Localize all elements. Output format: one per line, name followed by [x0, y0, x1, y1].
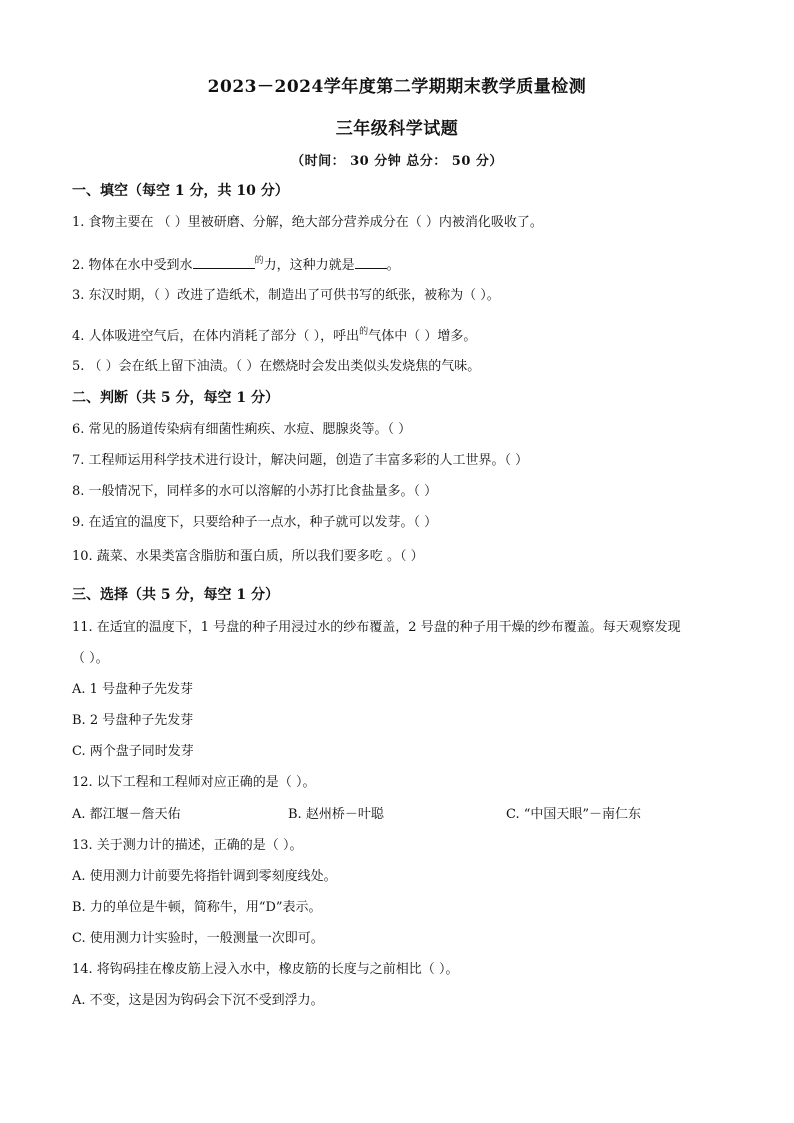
- question-2: [72, 252, 400, 275]
- question-1: 1. 食物主要在 （ ）里被研磨、分解，绝大部分营养成分在（ ）内被消化吸收了。: [72, 215, 543, 230]
- question-11-option-b: B. 2 号盘种子先发芽: [72, 713, 194, 728]
- question-12-option-a: A. 都江堰－詹天佑: [72, 807, 181, 822]
- exam-info: （时间： 30 分钟 总分： 50 分）: [291, 154, 503, 169]
- question-14-option-a: A. 不变，这是因为钩码会下沉不受到浮力。: [72, 993, 324, 1008]
- question-2-part-b: 力，这种力就是: [263, 258, 355, 273]
- question-2-part-c: 。: [386, 258, 400, 273]
- question-12: 12. 以下工程和工程师对应正确的是（ ）。: [72, 775, 316, 790]
- question-4-part-a: 4. 人体吸进空气后，在体内消耗了部分（ ），呼出: [72, 329, 360, 344]
- section-2-heading: 二、判断（共 5 分，每空 1 分）: [72, 390, 279, 406]
- question-11: 11. 在适宜的温度下，1 号盘的种子用浸过水的纱布覆盖，2 号盘的种子用干燥的纱布覆盖。每天观察发现: [72, 620, 681, 635]
- question-6: 6. 常见的肠道传染病有细菌性痢疾、水痘、腮腺炎等。（ ）: [72, 422, 412, 437]
- answer-blank: [355, 256, 387, 269]
- answer-blank: [193, 256, 255, 269]
- question-3: 3. 东汉时期，（ ）改进了造纸术，制造出了可供书写的纸张，被称为（ ）。: [72, 288, 500, 303]
- section-3-heading: 三、选择（共 5 分，每空 1 分）: [72, 587, 279, 603]
- question-4-part-b: 气体中（ ）增多。: [368, 329, 477, 344]
- question-10: 10. 蔬菜、水果类富含脂肪和蛋白质，所以我们要多吃 。（ ）: [72, 549, 424, 564]
- question-8: 8. 一般情况下，同样多的水可以溶解的小苏打比食盐量多。（ ）: [72, 484, 438, 499]
- question-12-option-b: B. 赵州桥－叶聪: [288, 807, 384, 822]
- question-13-option-c: C. 使用测力计实验时，一般测量一次即可。: [72, 931, 324, 946]
- question-2-sup: 的: [254, 256, 264, 266]
- question-14: 14. 将钩码挂在橡皮筋上浸入水中，橡皮筋的长度与之前相比（ ）。: [72, 962, 459, 977]
- question-4-sup: 的: [359, 327, 369, 337]
- question-4: [72, 323, 476, 346]
- question-2-part-a: 2. 物体在水中受到水: [72, 258, 193, 273]
- question-11-option-a: A. 1 号盘种子先发芽: [72, 682, 194, 697]
- question-13: 13. 关于测力计的描述，正确的是（ ）。: [72, 838, 303, 853]
- question-12-option-c: C. “中国天眼”－南仁东: [506, 807, 642, 822]
- exam-subtitle: 三年级科学试题: [335, 119, 459, 139]
- question-13-option-b: B. 力的单位是牛顿，简称牛，用“D”表示。: [72, 900, 322, 915]
- question-11-continued: （ ）。: [72, 651, 109, 666]
- question-9: 9. 在适宜的温度下，只要给种子一点水，种子就可以发芽。（ ）: [72, 515, 438, 530]
- question-5: 5. （ ）会在纸上留下油渍。（ ）在燃烧时会发出类似头发烧焦的气味。: [72, 359, 481, 374]
- exam-title: 2023－2024学年度第二学期期末教学质量检测: [207, 77, 587, 97]
- question-11-option-c: C. 两个盘子同时发芽: [72, 744, 194, 759]
- question-7: 7. 工程师运用科学技术进行设计，解决问题，创造了丰富多彩的人工世界。（ ）: [72, 453, 529, 468]
- section-1-heading: 一、填空（每空 1 分，共 10 分）: [72, 183, 289, 199]
- question-13-option-a: A. 使用测力计前要先将指针调到零刻度线处。: [72, 869, 337, 884]
